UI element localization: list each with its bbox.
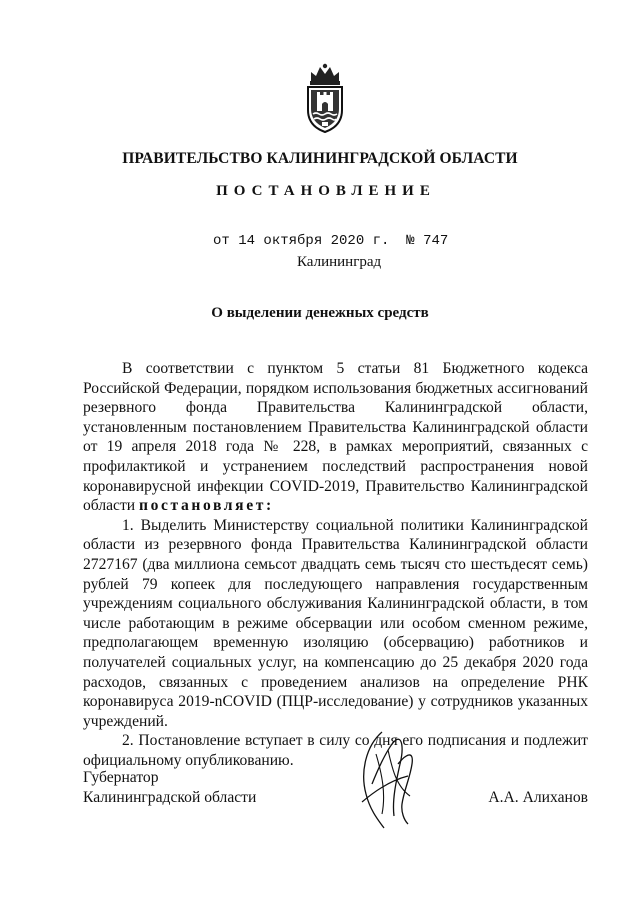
signatory-name: А.А. Алиханов bbox=[488, 789, 588, 806]
decree-word: постановляет: bbox=[139, 497, 274, 515]
position-line-1: Губернатор bbox=[83, 769, 159, 786]
intro-paragraph bbox=[83, 359, 588, 516]
date-prefix: от bbox=[213, 233, 230, 249]
date-number-line bbox=[213, 233, 448, 249]
document-number: 747 bbox=[423, 233, 449, 249]
organization-title: ПРАВИТЕЛЬСТВО КАЛИНИНГРАДСКОЙ ОБЛАСТИ bbox=[122, 150, 518, 167]
document-body bbox=[83, 359, 588, 770]
document-date: 14 октября 2020 г. bbox=[238, 233, 390, 249]
position-line-2: Калининградской области bbox=[83, 789, 257, 806]
handwritten-signature-icon bbox=[352, 724, 422, 834]
number-sign: № bbox=[406, 233, 415, 249]
document-type: ПОСТАНОВЛЕНИЕ bbox=[216, 183, 436, 199]
item-2-paragraph: 2. Постановление вступает в силу со дня его подписания и подлежит официальному опубликованию. bbox=[83, 732, 588, 769]
document-subject: О выделении денежных средств bbox=[211, 305, 429, 321]
kaliningrad-coat-of-arms-icon bbox=[302, 62, 348, 134]
item-1-paragraph: 1. Выделить Министерству социальной политики Калининградской области из резервного фонда Правительства Калининградской области 2727167 (два миллиона семьсот двадцать семь тысяч сто шестьдесят семь) рублей 79 копеек для последующего направления государственным учреждениям социального обслуживания Калининградской области, в том числе работающим в режиме обсервации или особом сменном режиме, предполагающем временную изоляцию (обсервацию) работников и получателей социальных услуг, на компенсацию до 25 декабря 2020 года расходов, связанных с проведением анализов на определение РНК коронавируса 2019-nCOVID (ПЦР-исследование) у сотрудников указанных учреждений. bbox=[83, 516, 588, 730]
city: Калининград bbox=[297, 254, 382, 270]
intro-text: В соответствии с пунктом 5 статьи 81 Бюджетного кодекса Российской Федерации, порядком использования бюджетных ассигнований резервного фонда Правительства Калининградской области, установленным постановлением Правительства Калининградской области от 19 апреля 2018 года № 228, в рамках мероприятий, связанных с профилактикой и устранением последствий распространения новой коронавирусной инфекции COVID-2019, Правительство Калининградской области bbox=[83, 360, 588, 515]
signatory-position bbox=[83, 768, 256, 808]
